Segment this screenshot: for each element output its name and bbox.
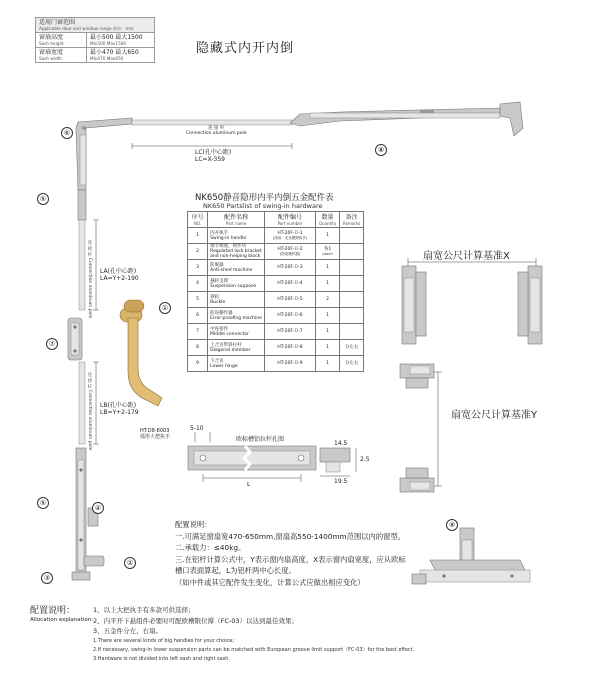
callout-8: ⑧ — [375, 144, 387, 156]
profile-section-drawing — [320, 448, 356, 476]
drill-dim-5-10: 5-10 — [190, 425, 204, 432]
allocation-title: 配置说明： Allocation explanation: — [30, 606, 94, 623]
range-table-header: 适用门窗范围 Applicable door and window range 单位：mm — [36, 18, 155, 33]
middle-connector-drawing — [68, 318, 82, 360]
lc-dimension: LC(孔中心距) LC=X-359 — [195, 149, 232, 163]
drill-dim-14-5: 14.5 — [334, 440, 348, 447]
table-row: 1 内开执手 Swing-in handle HT-20F-D-1 (适用：无光模锁执手) 1 — [188, 228, 364, 244]
parts-table-subtitle: NK650 Partslist of swing-in hardware — [203, 202, 323, 210]
drill-dim-19-5: 19.5 — [334, 478, 348, 485]
baseline-y-label: 扇宽公尺计算基准Y — [451, 410, 538, 421]
callout-7: ⑦ — [46, 338, 58, 350]
table-row: 7 中连接件 Middle connector HT-20F-D-7 1 — [188, 324, 364, 340]
callout-9: ⑨ — [446, 519, 458, 531]
callout-3: ③ — [41, 572, 53, 584]
profile-x-drawing — [402, 258, 542, 344]
baseline-x-label: 扇宽公尺计算基准X — [423, 251, 510, 262]
top-hinge-arm-drawing — [290, 102, 523, 136]
configuration-notes: 配置说明： 一.可满足窗扇宽470-650mm,窗扇高550-1400mm范围以内的窗型。 二.承载力：≤40kg。 三.在铝杆计算公式中，Y表示窗内扇高度，X表示窗内扇宽度，应从欧标 槽口表面算起，L为铝杆两中心长度。 （如中件或其它配件发生变化，计算公式应做出相应变化） — [175, 520, 406, 587]
la-pole-label: 连 接 杆 Connection aluminum pole — [87, 240, 92, 319]
profile-y-drawing — [400, 364, 442, 492]
top-connection-pole — [132, 120, 292, 125]
callout-6: ⑥ — [61, 127, 73, 139]
table-row: 8 上合页带斜拉杆 Diagonal member HT-20F-D-8 1 分左右 — [188, 340, 364, 356]
allocation-explanation: 1、以上大把执手有多款可供选择； 2、内平开下悬组件必要时可配欧槽限位撑（FC-03）以达到最佳效果； 3、五金件分左、右扇。 1.There are several kinds of big handles for your choice; 2.If necessary, swing-in lower suspension parts can be matched with European groove limit support（FC-03）for the best effect. 3.Hardware is not divided into left sash and right sash. — [93, 606, 415, 662]
table-row: 2 调节锁座，锁件块 Regulated lock bracket and non-helping block HT-20F-D-2 (防误操作器) 各1 Leach — [188, 244, 364, 260]
lb-pole-label: 连 接 杆 Connection aluminum pole — [87, 372, 92, 451]
drill-dim-2-5: 2.5 — [360, 456, 370, 463]
la-connection-pole — [79, 220, 85, 310]
parts-table-title: NK650静音隐形内平内倒五金配件表 — [195, 193, 334, 203]
drill-pattern-title: 欧标槽铝拉杆孔图 — [236, 436, 285, 443]
callout-5-lower: ⑤ — [37, 497, 49, 509]
table-row: 5 锁扣 Buckle HT-20F-D-5 2 — [188, 292, 364, 308]
parts-table-header: 序号 NO. 配件名称 Part name 配件编号 Part number 数量 Quantity 备注 Remarks — [188, 212, 364, 228]
callout-4: ④ — [92, 502, 104, 514]
lb-connection-pole — [79, 362, 85, 444]
corner-drive-drawing — [76, 118, 132, 190]
table-row: 4 悬转支撑 Suspension suppose HT-20F-D-4 1 — [188, 276, 364, 292]
range-row-height: 窗扇高度 Sash height 最小500 最大1500 Min500 Max1500 — [36, 33, 155, 48]
left-profile-upper — [78, 190, 86, 220]
top-pole-label: 连 接 杆 Connection aluminum pole — [186, 126, 247, 136]
table-row: 9 下合页 Lower hinge HT-20F-D-9 1 分左右 — [188, 356, 364, 372]
callout-5-upper: ⑤ — [37, 193, 49, 205]
callout-1: ① — [159, 302, 171, 314]
la-dimension: LA(孔中心距) LA=Y+2-190 — [100, 268, 139, 282]
range-row-width: 窗扇宽度 Sash width 最小470 最大650 Min470 Max650 — [36, 48, 155, 63]
handle-caption: HT.D8-8003 弧形大把执手 — [140, 428, 171, 440]
drill-dim-l: L — [247, 481, 251, 488]
lower-lock-assembly-drawing — [72, 448, 104, 580]
lb-dimension: LB(孔中心距) LB=Y+2-179 — [100, 402, 139, 416]
page-title: 隐藏式内开内倒 — [196, 41, 295, 56]
callout-2: ② — [124, 557, 136, 569]
handle-drawing — [120, 300, 162, 406]
parts-table — [187, 211, 364, 372]
table-row: 3 防脱器 Anti-shed machine HT-20F-D-3 1 — [188, 260, 364, 276]
table-row: 6 防误操作器 Error-proofing machine HT-20F-D-6 1 — [188, 308, 364, 324]
